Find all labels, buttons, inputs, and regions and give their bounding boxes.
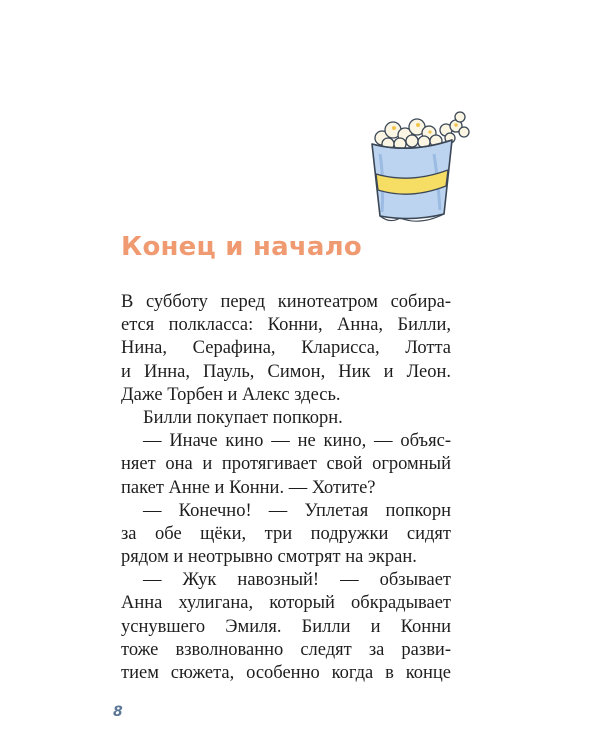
text-line: В субботу перед кинотеатром собира-	[121, 292, 451, 312]
text-line: Нина, Серафина, Кларисса, Лотта	[121, 338, 451, 359]
text-line: уснувшего Эмиля. Билли и Конни	[121, 616, 451, 637]
popcorn-box-icon	[360, 108, 472, 230]
page-number: 8	[113, 704, 123, 720]
text-line: ется полкласса: Конни, Анна, Билли,	[121, 315, 451, 336]
text-line: рядом и неотрывно смотрят на экран.	[121, 547, 417, 568]
text-line: — Конечно! — Уплетая попкорн	[143, 500, 451, 521]
text-line: няет она и протягивает свой огромный	[121, 454, 451, 475]
text-line: за обе щёки, три подружки сидят	[121, 523, 451, 544]
text-line: Даже Торбен и Алекс здесь.	[121, 384, 341, 405]
text-line: тием сюжета, особенно когда в конце	[121, 663, 451, 683]
text-line: пакет Анне и Конни. — Хотите?	[121, 477, 376, 498]
text-line: Билли покупает попкорн.	[143, 407, 343, 428]
text-line: — Иначе кино — не кино, — объяс-	[143, 431, 451, 452]
text-line: — Жук навозный! — обзывает	[143, 570, 451, 591]
chapter-title: Конец и начало	[121, 232, 362, 262]
body-text	[121, 291, 451, 685]
text-line: Анна хулигана, который обкрадывает	[121, 593, 451, 614]
text-line: и Инна, Пауль, Симон, Ник и Леон.	[121, 361, 451, 382]
text-line: тоже взволнованно следят за разви-	[121, 639, 451, 660]
